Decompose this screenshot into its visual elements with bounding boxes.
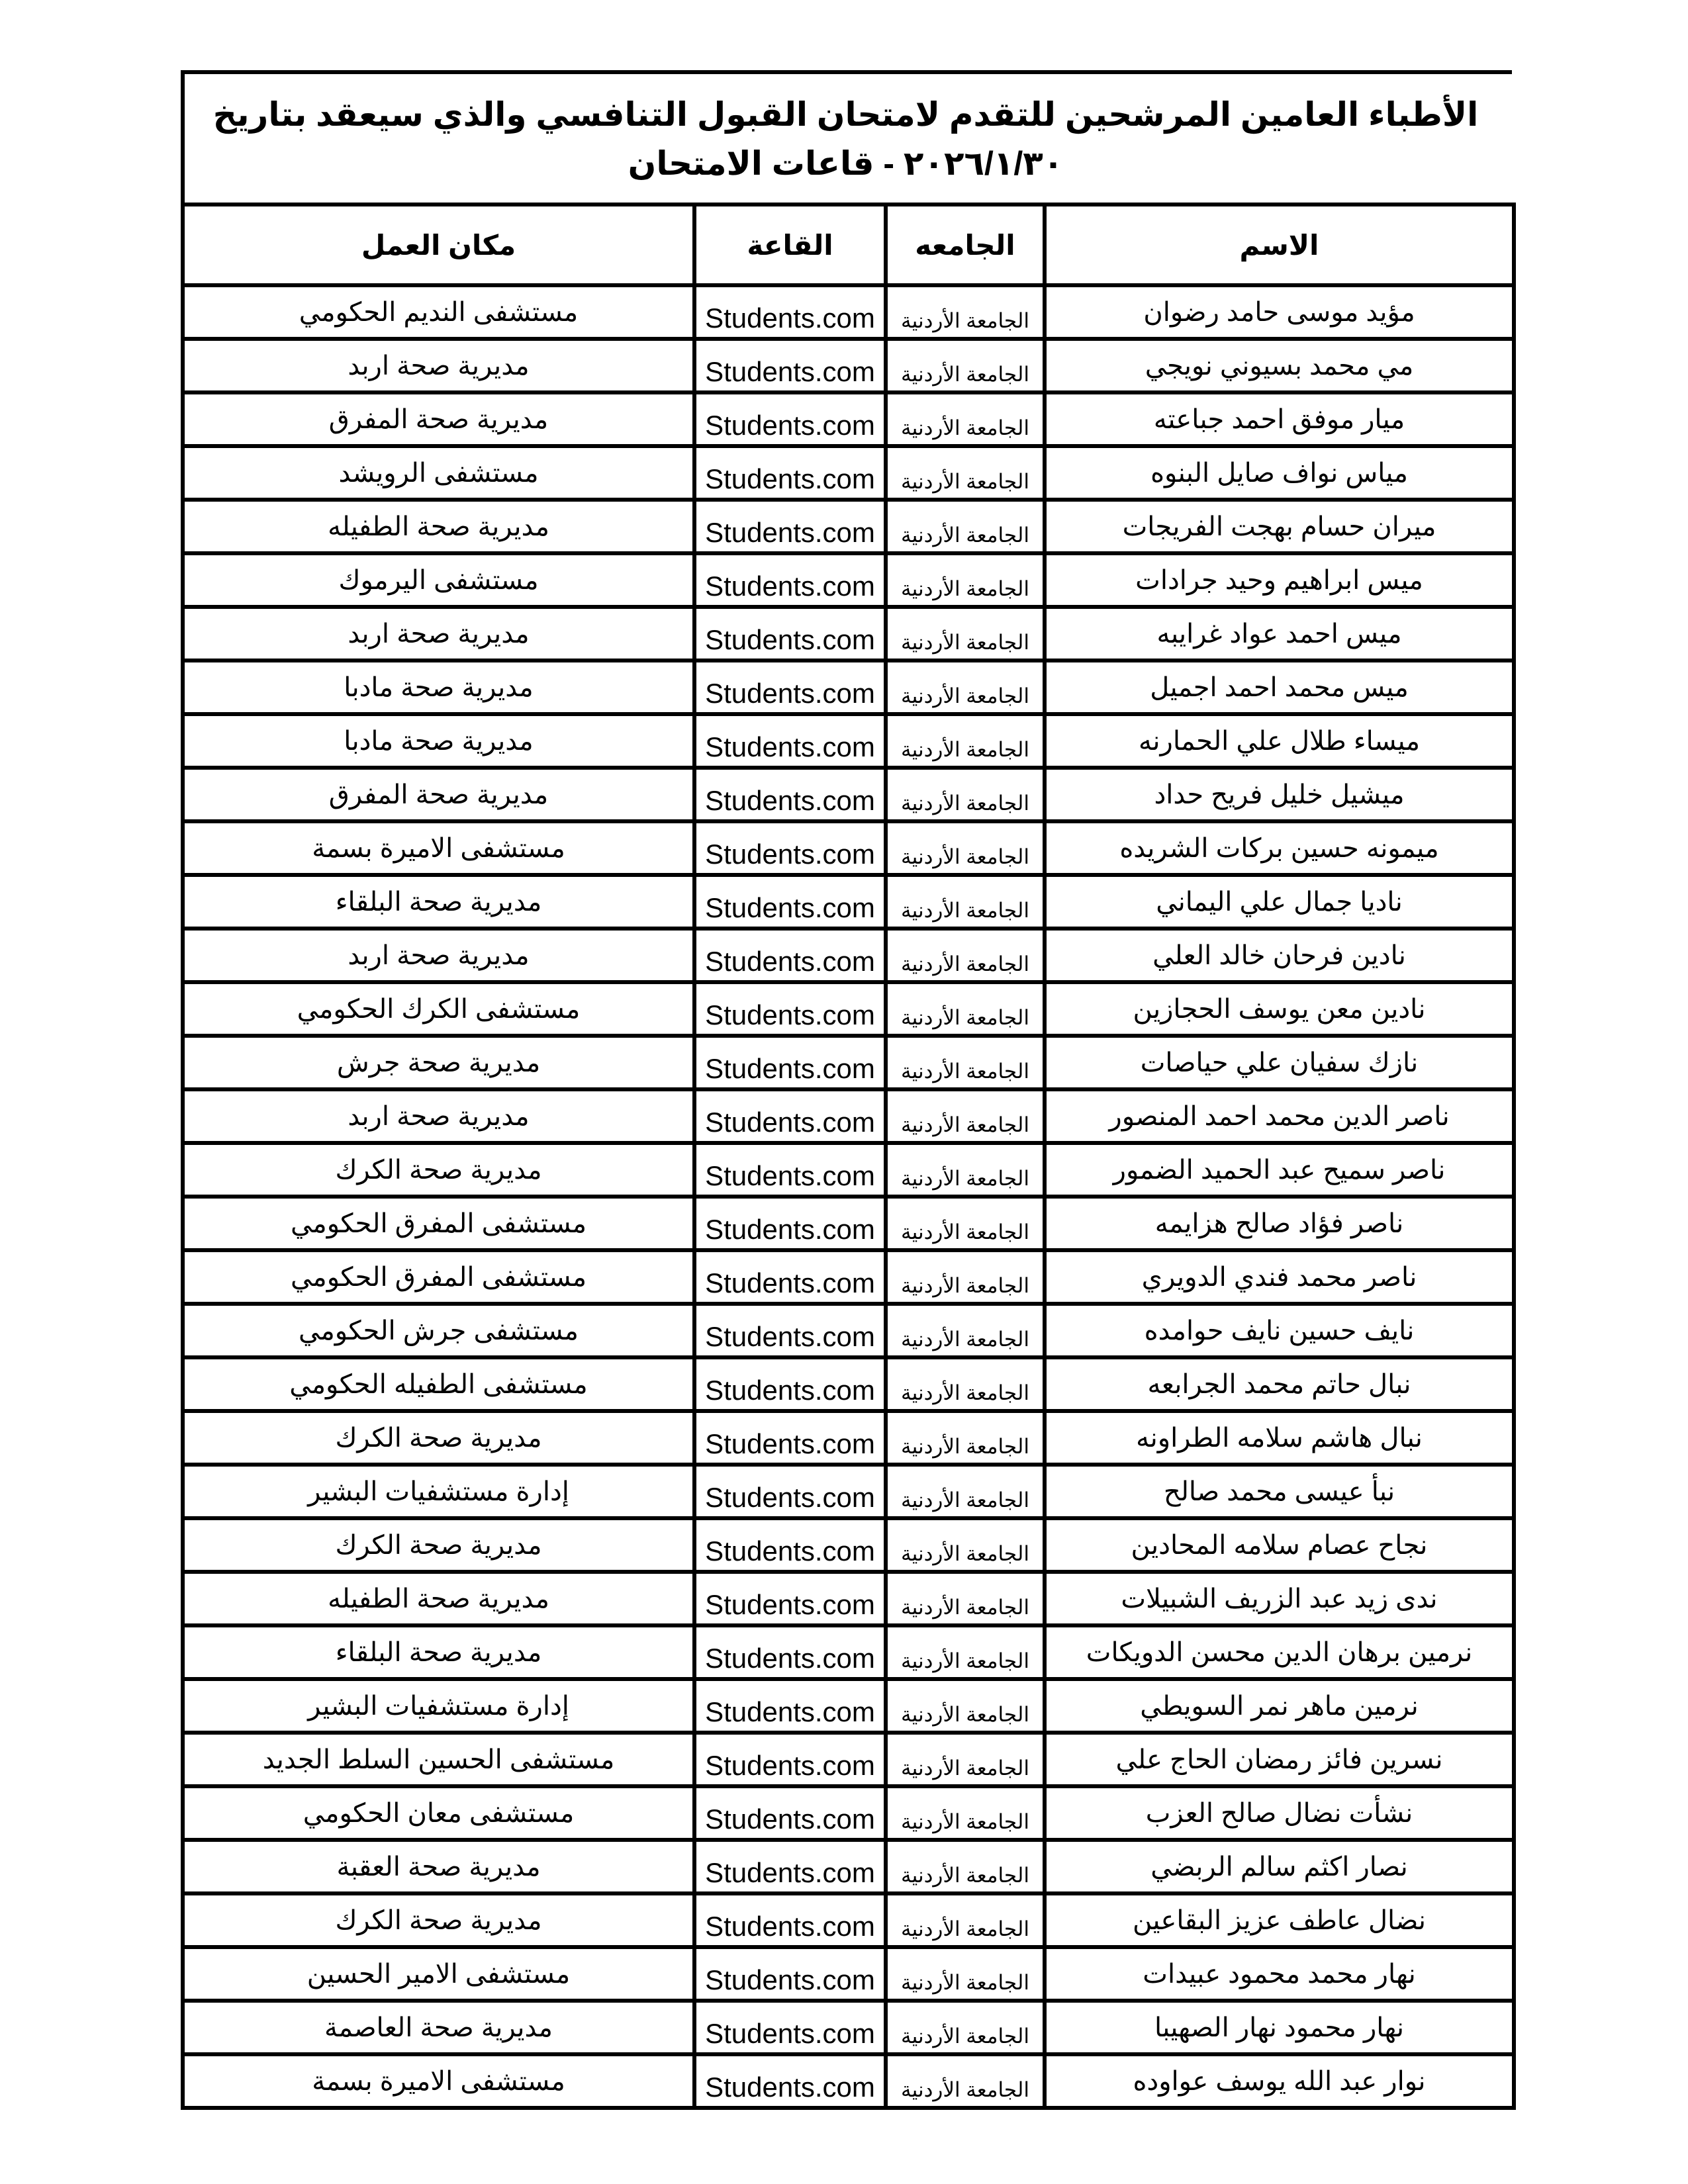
cell-room: Students.com [694,1840,886,1893]
cell-name: نبال هاشم سلامه الطراونه [1045,1411,1514,1465]
cell-room: Students.com [694,714,886,768]
cell-room: Students.com [694,1625,886,1679]
cell-name: نبأ عيسى محمد صالح [1045,1465,1514,1518]
cell-university: الجامعة الأردنية [886,1625,1045,1679]
cell-room: Students.com [694,1089,886,1143]
cell-name: نشأت نضال صالح العزب [1045,1786,1514,1840]
cell-workplace: مستشفى جرش الحكومي [183,1304,694,1357]
cell-workplace: مديرية صحة جرش [183,1036,694,1089]
cell-workplace: مديرية صحة الكرك [183,1893,694,1947]
cell-name: ميشيل خليل فريح حداد [1045,768,1514,821]
table-row [183,1304,1514,1357]
table-row [183,929,1514,982]
cell-university: الجامعة الأردنية [886,1893,1045,1947]
cell-name: ندى زيد عبد الزريف الشبيلات [1045,1572,1514,1625]
cell-name: ميران حسام بهجت الفريجات [1045,500,1514,553]
cell-university: الجامعة الأردنية [886,1679,1045,1733]
cell-name: نازك سفيان علي حياصات [1045,1036,1514,1089]
cell-room: Students.com [694,392,886,446]
table-row [183,1625,1514,1679]
cell-room: Students.com [694,768,886,821]
cell-workplace: مديرية صحة المفرق [183,768,694,821]
cell-university: الجامعة الأردنية [886,339,1045,392]
cell-room: Students.com [694,1036,886,1089]
cell-room: Students.com [694,929,886,982]
cell-workplace: مستشفى الطفيله الحكومي [183,1357,694,1411]
cell-workplace: مديرية صحة مادبا [183,660,694,714]
cell-university: الجامعة الأردنية [886,1733,1045,1786]
cell-workplace: مديرية صحة العاصمة [183,2001,694,2054]
cell-university: الجامعة الأردنية [886,1036,1045,1089]
cell-university: الجامعة الأردنية [886,1357,1045,1411]
cell-room: Students.com [694,1250,886,1304]
cell-name: مي محمد بسيوني نويجي [1045,339,1514,392]
cell-workplace: مديرية صحة المفرق [183,392,694,446]
cell-name: مياس نواف صايل البنوه [1045,446,1514,500]
table-row [183,768,1514,821]
table-row [183,1840,1514,1893]
table-row [183,2001,1514,2054]
header-workplace: مكان العمل [183,205,694,285]
table-row [183,1411,1514,1465]
cell-university: الجامعة الأردنية [886,500,1045,553]
cell-workplace: مديرية صحة الكرك [183,1518,694,1572]
table-row [183,392,1514,446]
cell-university: الجامعة الأردنية [886,1572,1045,1625]
table-row [183,339,1514,392]
cell-name: نجاح عصام سلامه المحادين [1045,1518,1514,1572]
table-row [183,1465,1514,1518]
cell-university: الجامعة الأردنية [886,821,1045,875]
cell-room: Students.com [694,875,886,929]
table-row [183,1572,1514,1625]
cell-workplace: مستشفى الكرك الحكومي [183,982,694,1036]
cell-university: الجامعة الأردنية [886,1786,1045,1840]
cell-university: الجامعة الأردنية [886,1089,1045,1143]
cell-workplace: مستشفى الاميرة بسمة [183,2054,694,2108]
cell-workplace: مديرية صحة البلقاء [183,1625,694,1679]
cell-workplace: مديرية صحة اربد [183,339,694,392]
table-row [183,2054,1514,2108]
table-row [183,821,1514,875]
table-row [183,1679,1514,1733]
cell-university: الجامعة الأردنية [886,1840,1045,1893]
table-header-row [183,205,1514,285]
cell-university: الجامعة الأردنية [886,553,1045,607]
cell-workplace: مديرية صحة اربد [183,607,694,660]
cell-room: Students.com [694,1947,886,2001]
cell-university: الجامعة الأردنية [886,2001,1045,2054]
cell-workplace: مستشفى الحسين السلط الجديد [183,1733,694,1786]
table-row [183,1518,1514,1572]
cell-room: Students.com [694,1357,886,1411]
cell-name: ميار موفق احمد جباعته [1045,392,1514,446]
cell-room: Students.com [694,1143,886,1197]
cell-workplace: مستشفى النديم الحكومي [183,285,694,339]
cell-name: ميس ابراهيم وحيد جرادات [1045,553,1514,607]
table-row [183,1250,1514,1304]
cell-name: نبال حاتم محمد الجرابعه [1045,1357,1514,1411]
cell-room: Students.com [694,1679,886,1733]
cell-workplace: مستشفى الاميرة بسمة [183,821,694,875]
cell-university: الجامعة الأردنية [886,1465,1045,1518]
cell-name: ناديا جمال علي اليماني [1045,875,1514,929]
cell-room: Students.com [694,2001,886,2054]
cell-university: الجامعة الأردنية [886,1518,1045,1572]
table-row [183,1893,1514,1947]
cell-name: ناصر الدين محمد احمد المنصور [1045,1089,1514,1143]
cell-workplace: مستشفى المفرق الحكومي [183,1197,694,1250]
table-row [183,1357,1514,1411]
table-row [183,607,1514,660]
cell-name: نهار محمود نهار الصهيبا [1045,2001,1514,2054]
cell-room: Students.com [694,500,886,553]
table-row [183,1733,1514,1786]
cell-name: نصار اكثم سالم الربضي [1045,1840,1514,1893]
table-row [183,553,1514,607]
cell-university: الجامعة الأردنية [886,607,1045,660]
document-page [181,70,1512,2110]
cell-room: Students.com [694,1572,886,1625]
cell-name: ناصر محمد فندي الدويري [1045,1250,1514,1304]
cell-university: الجامعة الأردنية [886,982,1045,1036]
cell-university: الجامعة الأردنية [886,392,1045,446]
table-row [183,982,1514,1036]
cell-workplace: مديرية صحة الكرك [183,1143,694,1197]
document-title: الأطباء العامين المرشحين للتقدم لامتحان القبول التنافسي والذي سيعقد بتاريخ ٢٠٢٦/١/٣٠ - قاعات الامتحان [212,96,1479,182]
cell-workplace: إدارة مستشفيات البشير [183,1465,694,1518]
table-row [183,285,1514,339]
cell-name: ميمونه حسين بركات الشريده [1045,821,1514,875]
table-row [183,714,1514,768]
table-row [183,446,1514,500]
cell-name: نسرين فائز رمضان الحاج علي [1045,1733,1514,1786]
cell-name: ناصر فؤاد صالح هزايمه [1045,1197,1514,1250]
cell-workplace: مديرية صحة الكرك [183,1411,694,1465]
cell-university: الجامعة الأردنية [886,446,1045,500]
cell-room: Students.com [694,982,886,1036]
cell-room: Students.com [694,553,886,607]
cell-workplace: مديرية صحة البلقاء [183,875,694,929]
cell-university: الجامعة الأردنية [886,714,1045,768]
table-body [183,285,1514,2108]
cell-workplace: مستشفى الرويشد [183,446,694,500]
cell-name: نهار محمد محمود عبيدات [1045,1947,1514,2001]
table-row [183,1947,1514,2001]
cell-university: الجامعة الأردنية [886,1250,1045,1304]
cell-workplace: مديرية صحة العقبة [183,1840,694,1893]
header-name: الاسم [1045,205,1514,285]
cell-room: Students.com [694,660,886,714]
cell-room: Students.com [694,1786,886,1840]
table-row [183,1786,1514,1840]
cell-room: Students.com [694,1304,886,1357]
cell-workplace: مستشفى معان الحكومي [183,1786,694,1840]
cell-name: مؤيد موسى حامد رضوان [1045,285,1514,339]
cell-workplace: مستشفى الامير الحسين [183,1947,694,2001]
cell-workplace: مديرية صحة الطفيله [183,500,694,553]
candidates-table [181,203,1516,2110]
cell-university: الجامعة الأردنية [886,1197,1045,1250]
cell-room: Students.com [694,1518,886,1572]
cell-workplace: مستشفى المفرق الحكومي [183,1250,694,1304]
header-university: الجامعه [886,205,1045,285]
title-block [181,70,1512,203]
cell-university: الجامعة الأردنية [886,1304,1045,1357]
cell-university: الجامعة الأردنية [886,1411,1045,1465]
cell-university: الجامعة الأردنية [886,2054,1045,2108]
cell-university: الجامعة الأردنية [886,875,1045,929]
cell-room: Students.com [694,607,886,660]
cell-name: نوار عبد الله يوسف عواوده [1045,2054,1514,2108]
cell-university: الجامعة الأردنية [886,1143,1045,1197]
cell-workplace: مستشفى اليرموك [183,553,694,607]
cell-name: ميس محمد احمد اجميل [1045,660,1514,714]
cell-workplace: إدارة مستشفيات البشير [183,1679,694,1733]
cell-room: Students.com [694,446,886,500]
cell-name: نايف حسين نايف حوامده [1045,1304,1514,1357]
cell-name: نادين معن يوسف الحجازين [1045,982,1514,1036]
cell-name: نضال عاطف عزيز البقاعين [1045,1893,1514,1947]
cell-workplace: مديرية صحة اربد [183,929,694,982]
cell-room: Students.com [694,1893,886,1947]
cell-room: Students.com [694,1197,886,1250]
cell-workplace: مديرية صحة الطفيله [183,1572,694,1625]
header-room: القاعة [694,205,886,285]
cell-workplace: مديرية صحة مادبا [183,714,694,768]
table-row [183,660,1514,714]
table-row [183,1143,1514,1197]
table-row [183,500,1514,553]
cell-room: Students.com [694,1465,886,1518]
cell-university: الجامعة الأردنية [886,660,1045,714]
table-row [183,875,1514,929]
cell-university: الجامعة الأردنية [886,285,1045,339]
cell-room: Students.com [694,339,886,392]
cell-room: Students.com [694,285,886,339]
cell-name: نرمين برهان الدين محسن الدويكات [1045,1625,1514,1679]
cell-university: الجامعة الأردنية [886,1947,1045,2001]
cell-university: الجامعة الأردنية [886,929,1045,982]
cell-room: Students.com [694,1411,886,1465]
cell-name: نرمين ماهر نمر السويطي [1045,1679,1514,1733]
cell-name: ميس احمد عواد غرايبه [1045,607,1514,660]
cell-room: Students.com [694,821,886,875]
table-row [183,1036,1514,1089]
cell-name: نادين فرحان خالد العلي [1045,929,1514,982]
table-row [183,1089,1514,1143]
cell-name: ميساء طلال علي الحمارنه [1045,714,1514,768]
cell-room: Students.com [694,1733,886,1786]
cell-workplace: مديرية صحة اربد [183,1089,694,1143]
cell-university: الجامعة الأردنية [886,768,1045,821]
cell-room: Students.com [694,2054,886,2108]
table-row [183,1197,1514,1250]
cell-name: ناصر سميح عبد الحميد الضمور [1045,1143,1514,1197]
